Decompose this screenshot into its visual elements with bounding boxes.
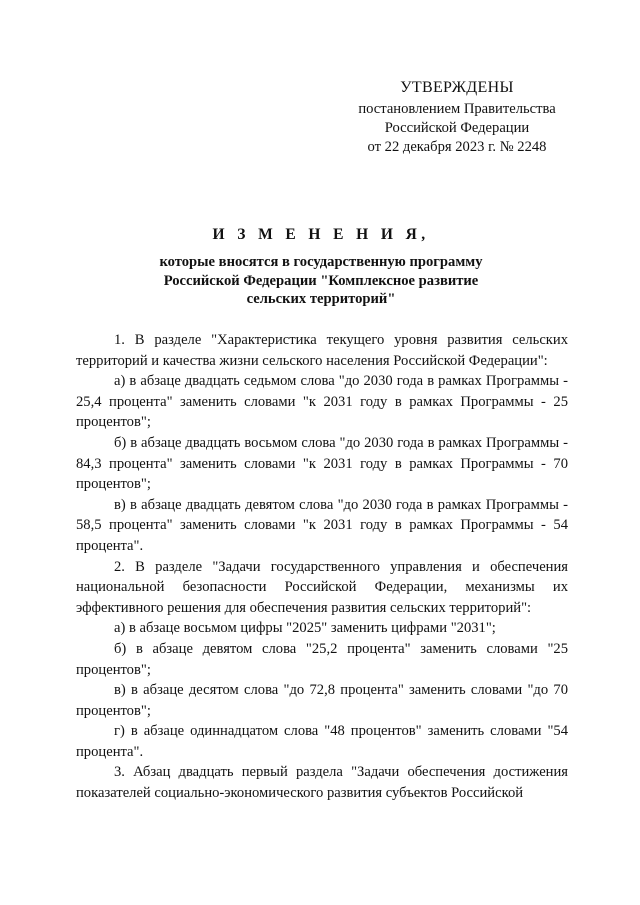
title-main: И З М Е Н Е Н И Я, [212, 226, 430, 243]
paragraph-2: 2. В разделе "Задачи государственного управления и обеспечения национальной безопасности Российской Федерации, механизмы их эффективного решения для обеспечения развития сельских территорий": [76, 558, 568, 616]
document-title [76, 226, 566, 309]
title-line-1: которые вносятся в государственную программу [159, 254, 483, 270]
paragraph-1c: в) в абзаце двадцать девятом слова "до 2030 года в рамках Программы - 58,5 процента" заменить словами "к 2031 году в рамках Программы - 54 процента". [76, 496, 568, 554]
approval-stamp [340, 78, 574, 157]
paragraph-2a: а) в абзаце восьмом цифры "2025" заменить цифрами "2031"; [114, 620, 496, 637]
approval-line-1: постановлением Правительства [358, 101, 556, 117]
paragraph-3: 3. Абзац двадцать первый раздела "Задачи обеспечения достижения показателей социально-экономического развития субъектов Российской [76, 764, 568, 802]
title-line-2: Российской Федерации "Комплексное развитие [163, 272, 479, 289]
title-line-3: сельских территорий" [246, 291, 396, 307]
paragraph-2b: б) в абзаце девятом слова "25,2 процента" заменить словами "25 процентов"; [76, 640, 568, 678]
document-body [76, 330, 568, 804]
approval-line-2: Российской Федерации [384, 120, 530, 136]
paragraph-1: 1. В разделе "Характеристика текущего уровня развития сельских территорий и качества жизни сельского населения Российской Федерации": [76, 332, 568, 369]
approval-line-3: от 22 декабря 2023 г. № 2248 [367, 139, 547, 155]
paragraph-1b: б) в абзаце двадцать восьмом слова "до 2030 года в рамках Программы - 84,3 процента" заменить словами "к 2031 году в рамках Программы - 70 процентов"; [76, 434, 568, 493]
paragraph-2d: г) в абзаце одиннадцатом слова "48 процентов" заменить словами "54 процента". [76, 723, 568, 760]
paragraph-2c: в) в абзаце десятом слова "до 72,8 процента" заменить словами "до 70 процентов"; [76, 682, 568, 719]
paragraph-1a: а) в абзаце двадцать седьмом слова "до 2030 года в рамках Программы - 25,4 процента" заменить словами "к 2031 году в рамках Программы - 25 процентов"; [76, 373, 568, 431]
approval-heading: УТВЕРЖДЕНЫ [400, 79, 514, 96]
